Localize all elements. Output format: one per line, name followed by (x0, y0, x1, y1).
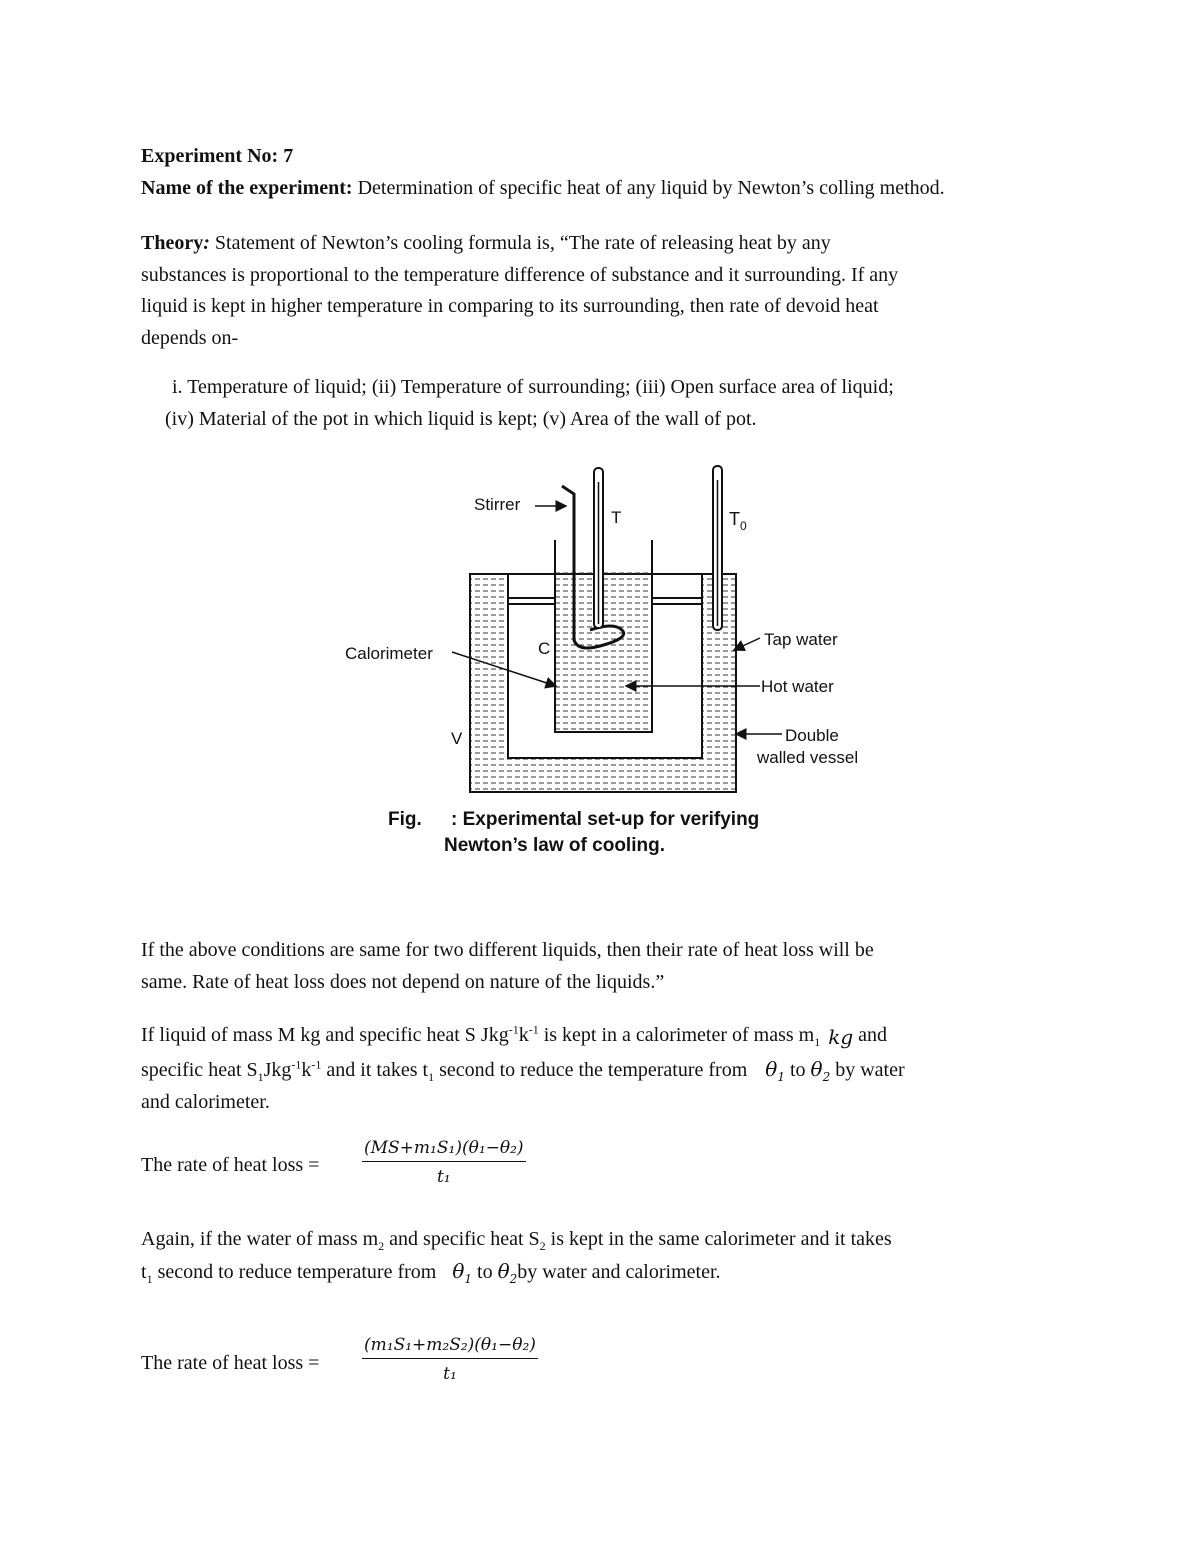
label-t0-main: T (729, 509, 740, 529)
experiment-number: Experiment No: 7 (141, 145, 294, 167)
p3-theta-2-sub: 2 (822, 1070, 831, 1084)
p3-text-f: by water (830, 1059, 905, 1081)
p3-sup-1: -1 (291, 1057, 302, 1072)
theory-colon: : (203, 232, 210, 254)
theory-text-1: Statement of Newton’s cooling formula is, “The rate of releasing heat by any (209, 232, 831, 254)
equation-1-fraction (362, 1138, 526, 1187)
p3-text-d: and it takes t (321, 1059, 429, 1081)
p2-text-c: is kept in a calorimeter of mass m (538, 1024, 815, 1046)
p6-theta-2-sub: 2 (509, 1272, 518, 1286)
p3-theta-2: θ (810, 1057, 823, 1081)
paragraph-2-line-2 (141, 1057, 905, 1082)
p2-sub-1: 1 (814, 1035, 821, 1049)
p5-text-c: is kept in the same calorimeter and it takes (545, 1228, 892, 1250)
p2-sup-1: -1 (508, 1022, 519, 1037)
p3-text-a: specific heat S (141, 1059, 258, 1081)
p3-sup-2: -1 (311, 1057, 322, 1072)
p6-text-a: t (141, 1261, 147, 1283)
p3-text-c: k (301, 1059, 312, 1081)
label-c: C (538, 639, 551, 658)
p6-text-b: second to reduce temperature from (152, 1261, 437, 1283)
p2-kg: kg (828, 1025, 854, 1049)
theory-line-1 (141, 231, 831, 255)
p3-sub-1: 1 (257, 1070, 264, 1084)
label-v: V (451, 729, 463, 748)
paragraph-2-line-3: and calorimeter. (141, 1091, 270, 1113)
p5-text-b: and specific heat S (384, 1228, 540, 1250)
experiment-name-label: Name of the experiment: (141, 177, 353, 199)
experiment-name-value: Determination of specific heat of any liquid by Newton’s colling method. (352, 177, 945, 199)
p5-text-a: Again, if the water of mass m (141, 1228, 379, 1250)
p2-text-d: and (853, 1024, 888, 1046)
equation-2-fraction (362, 1335, 538, 1384)
p5-sub-1: 2 (378, 1239, 385, 1253)
figure-caption-line-2: Newton’s law of cooling. (444, 835, 665, 856)
label-hot-water: Hot water (761, 677, 834, 696)
theory-label: Theory (141, 232, 204, 254)
equation-2-denominator: t₁ (443, 1364, 457, 1384)
label-t: T (611, 508, 622, 527)
theory-line-2: substances is proportional to the temperature difference of substance and it surrounding. If any (141, 264, 899, 286)
p3-theta-1: θ (765, 1057, 778, 1081)
p6-to: to (472, 1261, 498, 1283)
theory-list-line-2: (iv) Material of the pot in which liquid is kept; (v) Area of the wall of pot. (165, 408, 757, 430)
label-t0 (729, 509, 747, 533)
newton-cooling-apparatus-diagram (330, 462, 910, 810)
equation-1-label: The rate of heat loss = (141, 1154, 320, 1176)
label-tap-water: Tap water (764, 630, 838, 649)
theory-list-line-1: i. Temperature of liquid; (ii) Temperature of surrounding; (iii) Open surface area of liquid; (172, 376, 894, 398)
p3-theta-1-sub: 1 (777, 1070, 785, 1084)
equation-2-numerator: (m₁S₁+m₂S₂)(θ₁−θ₂) (362, 1335, 538, 1359)
p5-sub-2: 2 (539, 1239, 546, 1253)
paragraph-2-line-1 (141, 1022, 887, 1047)
paragraph-1-line-1: If the above conditions are same for two different liquids, then their rate of heat loss will be (141, 939, 874, 961)
p3-text-e: second to reduce the temperature from (434, 1059, 748, 1081)
p2-text-b: k (518, 1024, 529, 1046)
label-walled-vessel: walled vessel (757, 748, 859, 767)
p2-text-a: If liquid of mass M kg and specific heat S Jkg (141, 1024, 509, 1046)
paragraph-3-line-1 (141, 1227, 892, 1251)
label-calorimeter: Calorimeter (345, 644, 433, 663)
thermometer-t (594, 468, 603, 628)
p6-sub-1: 1 (146, 1272, 153, 1286)
p6-theta-1: θ (452, 1259, 465, 1283)
p3-to: to (784, 1059, 811, 1081)
figure-caption-line-1: : Experimental set-up for verifying (451, 809, 760, 830)
p3-sub-2: 1 (428, 1070, 435, 1084)
p6-theta-2: θ (497, 1259, 510, 1283)
p6-text-c: by water and calorimeter. (517, 1261, 721, 1283)
theory-line-3: liquid is kept in higher temperature in comparing to its surrounding, then rate of devoid heat (141, 295, 879, 317)
equation-2-label: The rate of heat loss = (141, 1352, 320, 1374)
label-double: Double (785, 726, 839, 745)
label-t0-subscript: 0 (740, 519, 747, 533)
equation-1-numerator: (MS+m₁S₁)(θ₁−θ₂) (362, 1138, 526, 1162)
p3-text-b: Jkg (263, 1059, 292, 1081)
figure-caption-fig: Fig. (388, 809, 422, 830)
p6-theta-1-sub: 1 (464, 1272, 473, 1286)
experiment-name (141, 176, 945, 200)
paragraph-3-line-2 (141, 1259, 721, 1284)
p2-sup-2: -1 (528, 1022, 539, 1037)
paragraph-1-line-2: same. Rate of heat loss does not depend on nature of the liquids.” (141, 971, 665, 993)
label-stirrer: Stirrer (474, 495, 521, 514)
equation-1-denominator: t₁ (436, 1167, 451, 1187)
thermometer-t0 (713, 466, 722, 630)
theory-line-4: depends on- (141, 327, 239, 349)
